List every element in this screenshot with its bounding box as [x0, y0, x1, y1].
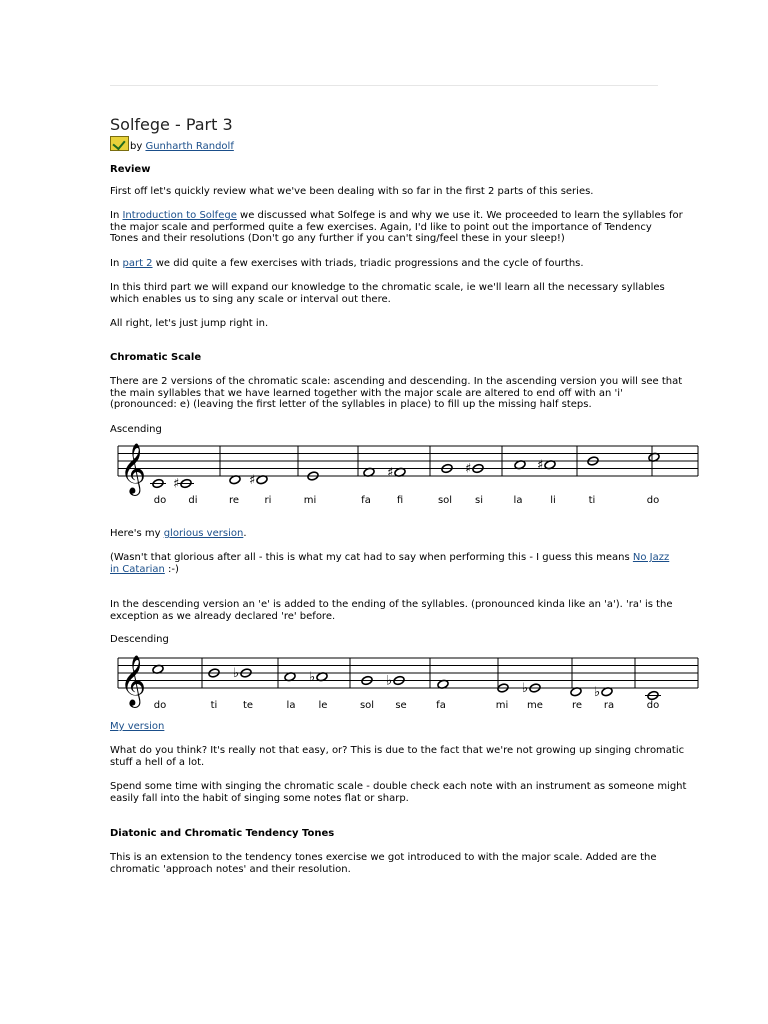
descending-staff	[110, 646, 702, 714]
p2-line3: Tones and their resolutions (Don't go any further if you can't sing/feel these in your sleep!)	[110, 233, 565, 244]
chromatic-line1: There are 2 versions of the chromatic scale: ascending and descending. In the ascending version you will see that	[110, 376, 683, 387]
syllable-label: re	[228, 495, 240, 506]
syllable-label: li	[550, 495, 556, 506]
no-jazz-link-1[interactable]: No Jazz	[632, 552, 670, 563]
tendency-paragraph	[110, 852, 710, 875]
think-line1: What do you think? It's really not that easy, or? This is due to the fact that we're not growing up singing chromatic	[110, 745, 685, 756]
author-icon	[110, 136, 129, 151]
descending-paragraph	[110, 599, 710, 622]
syllable-label: di	[188, 495, 198, 506]
glorious-prefix: Here's my	[110, 528, 161, 539]
syllable-label: mi	[495, 700, 509, 711]
chromatic-paragraph	[110, 376, 710, 411]
think-line2: stuff a hell of a lot.	[110, 756, 205, 768]
syllable-label: do	[153, 495, 167, 506]
tendency-line1: This is an extension to the tendency tones exercise we got introduced to with the major scale. Added are the	[110, 852, 657, 863]
treble-clef: 𝄞	[120, 655, 147, 706]
desc-line2: exception as we already declared 're' before.	[110, 610, 336, 622]
syllable-label: le	[318, 700, 328, 711]
intro-solfege-link[interactable]: Introduction to Solfege	[122, 210, 237, 221]
p4-line2: which enables us to sing any scale or interval out there.	[110, 293, 391, 305]
cat-suffix: :-)	[168, 563, 179, 575]
syllable-label: sol	[359, 700, 375, 711]
syllable-label: do	[646, 700, 660, 711]
syllable-label: fa	[361, 495, 371, 506]
flat-sign: ♭	[594, 684, 601, 700]
syllable-label: la	[286, 700, 296, 711]
syllable-label: ti	[588, 495, 596, 506]
top-divider	[110, 85, 658, 86]
syllable-label: do	[646, 495, 660, 506]
tendency-heading: Diatonic and Chromatic Tendency Tones	[110, 828, 335, 839]
review-paragraph-3	[110, 258, 710, 270]
review-paragraph-5: All right, let's just jump right in.	[110, 318, 269, 329]
no-jazz-link-2[interactable]: in Catarian	[110, 563, 165, 575]
ascending-staff	[110, 436, 702, 512]
syllable-label: fi	[396, 495, 404, 506]
syllable-label: re	[571, 700, 583, 711]
sharp-sign: ♯	[387, 465, 394, 481]
p4-line1: In this third part we will expand our knowledge to the chromatic scale, ie we'll learn all the necessary syllables	[110, 282, 665, 293]
p3-prefix: In	[110, 258, 120, 269]
syllable-label: ri	[264, 495, 272, 506]
flat-sign: ♭	[386, 673, 393, 689]
spend-line1: Spend some time with singing the chromatic scale - double check each note with an instrument as someone might	[110, 781, 687, 792]
syllable-label: sol	[437, 495, 453, 506]
think-paragraph	[110, 745, 710, 768]
desc-line1: In the descending version an 'e' is added to the ending of the syllables. (pronounced kinda like an 'a'). 'ra' is the	[110, 599, 673, 610]
p2-prefix: In	[110, 210, 120, 221]
flat-sign: ♭	[309, 669, 316, 685]
syllable-label: ti	[210, 700, 218, 711]
syllable-label: la	[513, 495, 523, 506]
p3-rest: we did quite a few exercises with triads, triadic progressions and the cycle of fourths.	[155, 258, 584, 269]
p2-line2: the major scale and performed quite a few exercises. Again, I'd like to point out the importance of Tendency	[110, 221, 652, 233]
my-version-link[interactable]: My version	[110, 721, 165, 732]
treble-clef: 𝄞	[120, 443, 147, 494]
syllable-label: mi	[303, 495, 317, 506]
chromatic-line2: the main syllables that we have learned together with the major scale are altered to end off with an 'i'	[110, 387, 623, 399]
syllable-label: me	[527, 700, 543, 711]
glorious-version-link[interactable]: glorious version	[163, 528, 244, 539]
sharp-sign: ♯	[173, 476, 180, 492]
syllable-label: te	[242, 700, 254, 711]
flat-sign: ♭	[233, 666, 240, 681]
syllable-label: fa	[436, 700, 446, 711]
syllable-label: ra	[603, 700, 615, 711]
p2-line1: we discussed what Solfege is and why we use it. We proceeded to learn the syllables for	[240, 210, 683, 221]
glorious-suffix: .	[243, 528, 247, 539]
by-prefix: by	[130, 141, 143, 152]
sharp-sign: ♯	[249, 472, 256, 488]
cat-text: (Wasn't that glorious after all - this is what my cat had to say when performing this - I guess this means	[110, 552, 630, 563]
page-title: Solfege - Part 3	[110, 115, 233, 134]
review-paragraph-4	[110, 282, 710, 305]
syllable-label: si	[475, 495, 483, 506]
ascending-label: Ascending	[110, 424, 162, 435]
chromatic-heading: Chromatic Scale	[110, 352, 202, 363]
glorious-paragraph	[110, 528, 710, 540]
tendency-line2: chromatic 'approach notes' and their resolution.	[110, 863, 351, 875]
review-paragraph-1: First off let's quickly review what we've been dealing with so far in the first 2 parts of this series.	[110, 186, 594, 197]
spend-line2: easily fall into the habit of singing some notes flat or sharp.	[110, 792, 409, 804]
sharp-sign: ♯	[465, 461, 472, 477]
author-link[interactable]: Gunharth Randolf	[145, 141, 234, 152]
part-2-link[interactable]: part 2	[122, 258, 153, 269]
cat-paragraph	[110, 552, 710, 575]
byline	[110, 136, 234, 153]
sharp-sign: ♯	[537, 457, 544, 473]
chromatic-line3: (pronounced: e) (leaving the first letter of the syllables in place) to fill up the missing half steps.	[110, 399, 592, 410]
descending-label: Descending	[110, 634, 169, 645]
syllable-label: se	[395, 700, 407, 711]
review-heading: Review	[110, 164, 151, 175]
syllable-label: do	[153, 700, 167, 711]
spend-paragraph	[110, 781, 710, 804]
my-version-paragraph	[110, 721, 710, 733]
flat-sign: ♭	[522, 681, 529, 696]
review-paragraph-2	[110, 210, 710, 245]
